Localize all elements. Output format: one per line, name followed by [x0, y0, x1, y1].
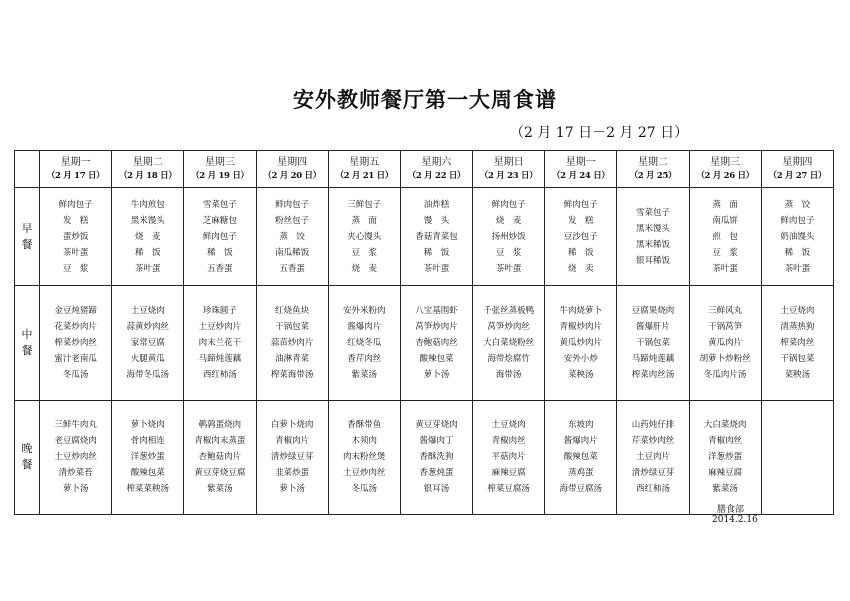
dish-item: 榨菜海带汤: [270, 369, 314, 380]
dish-item: 黄豆芽烧肉: [415, 420, 458, 431]
dish-item: 牛肉烧萝卜: [559, 305, 603, 316]
dish-item: 酸辣包菜: [563, 452, 598, 463]
dish-item: 海带豆腐汤: [559, 484, 603, 495]
page-title: 安外教师餐厅第一大周食谱: [293, 87, 557, 112]
dish-item: 豆 浆: [62, 263, 89, 274]
dish-item: 土豆炒肉丝: [343, 468, 386, 479]
meal-label-char: 中: [21, 327, 33, 341]
dish-item: 蛋炒饭: [62, 231, 89, 242]
dish-item: 发 糕: [62, 215, 89, 226]
day-name: 星期三: [204, 157, 235, 168]
menu-cell: [473, 188, 545, 286]
day-date: （2 月 17 日）: [46, 171, 105, 181]
dish-item: 紫菜汤: [712, 484, 738, 495]
dish-item: 金豆炖猪蹄: [54, 305, 97, 316]
date-range: （2 月 17 日－2 月 27 日）: [510, 125, 689, 141]
dish-item: 土豆炒肉片: [198, 321, 242, 332]
dish-item: 干锅包菜: [635, 337, 670, 348]
dish-item: 牛肉煎包: [130, 199, 165, 210]
dish-item: 肉末粉丝煲: [343, 452, 386, 463]
dish-item: 三鲜风丸: [708, 305, 743, 316]
dish-item: 东坡肉: [568, 420, 594, 431]
menu-cell: [761, 400, 833, 514]
day-date: （2 月 22 日）: [407, 171, 466, 181]
dish-item: 蒸 面: [712, 199, 738, 210]
dish-item: 烧 卖: [568, 263, 594, 274]
meal-label-char: 早: [21, 221, 33, 235]
day-date: （2 月 20 日）: [263, 171, 321, 181]
dish-item: 安外米粉肉: [343, 305, 386, 316]
day-date: （2 月 27 日）: [768, 171, 827, 181]
day-header: [112, 151, 184, 188]
dish-item: 蒸 饺: [279, 231, 305, 242]
dish-item: 海带汤: [495, 369, 522, 380]
menu-cell: [617, 286, 689, 400]
day-date: （2 月 21 日）: [335, 171, 394, 181]
dish-item: 韭菜炒蛋: [275, 468, 310, 479]
menu-cell: [256, 188, 328, 286]
dish-item: 酸辣包菜: [419, 353, 454, 364]
dish-item: 稀 饭: [207, 247, 233, 258]
meal-label-char: 餐: [21, 458, 33, 472]
day-name: 星期二: [132, 157, 163, 168]
dish-item: 清炒绿豆芽: [270, 452, 314, 463]
day-header: [328, 151, 400, 188]
dish-item: 蒸 面: [351, 215, 378, 226]
dish-item: 烧 麦: [495, 215, 522, 226]
menu-cell: [112, 188, 184, 286]
dish-item: 青椒肉丝: [708, 436, 743, 447]
dish-item: 干锅莴笋: [708, 321, 743, 332]
dish-item: 山药炖仔排: [631, 420, 675, 431]
dish-item: 茶叶蛋: [495, 263, 522, 274]
menu-cell: [184, 188, 256, 286]
dish-item: 榨菜肉丝: [780, 337, 815, 348]
meal-label-char: 餐: [21, 343, 33, 357]
day-name: 星期五: [349, 157, 380, 168]
dish-item: 芹菜炒肉丝: [631, 436, 675, 447]
day-header: [256, 151, 328, 188]
menu-cell: [184, 400, 256, 514]
meal-label-char: 晚: [21, 442, 33, 456]
menu-cell: [400, 188, 472, 286]
dish-item: 豆 浆: [351, 247, 378, 258]
dish-item: 洋葱炒蛋: [708, 452, 743, 463]
meal-label: [15, 188, 40, 286]
dish-item: 马蹄炖莲藕: [198, 353, 242, 364]
dish-item: 青椒肉丝: [491, 436, 526, 447]
dish-item: 蜜汁老南瓜: [54, 353, 97, 364]
dish-item: 稀 饭: [423, 247, 450, 258]
day-date: （2 月 24 日）: [551, 171, 610, 181]
dish-item: 香酥洗狗: [419, 452, 454, 463]
dish-item: 青椒肉片: [275, 436, 310, 447]
dish-item: 五香蛋: [207, 263, 233, 274]
dish-item: 油淋青菜: [275, 353, 310, 364]
dish-item: 黄瓜炒肉片: [559, 337, 603, 348]
day-name: 星期四: [782, 157, 813, 168]
day-name: 星期四: [277, 157, 308, 168]
meal-row-lunch: [15, 286, 834, 400]
dish-item: 洋葱炒蛋: [130, 452, 165, 463]
header-row: [15, 151, 834, 188]
dish-item: 酸辣包菜: [130, 468, 165, 479]
dish-item: 茶叶蛋: [135, 263, 161, 274]
dish-item: 酱爆肉丁: [419, 436, 454, 447]
dish-item: 冬瓜肉片汤: [703, 369, 747, 380]
dish-item: 萝卜汤: [423, 369, 450, 380]
dish-item: 香葱炖蛋: [419, 468, 454, 479]
menu-cell: [112, 286, 184, 400]
day-header: [400, 151, 472, 188]
dish-item: 青椒炒肉片: [559, 321, 603, 332]
dish-item: 酱爆肉片: [563, 436, 598, 447]
menu-cell: [689, 188, 761, 286]
dish-item: 杏鲍菇肉片: [198, 452, 242, 463]
dish-item: 西红柿汤: [202, 369, 237, 380]
menu-cell: [473, 286, 545, 400]
dish-item: 黑米稀饭: [635, 239, 670, 250]
dish-item: 南瓜稀饭: [275, 247, 310, 258]
day-name: 星期二: [637, 157, 668, 168]
dish-item: 莴笋炒肉片: [415, 321, 458, 332]
dish-item: 菜秧汤: [784, 369, 811, 380]
corner-cell: [15, 151, 40, 188]
menu-cell: [184, 286, 256, 400]
dish-item: 鲜肉包子: [58, 199, 93, 210]
dish-item: 萝卜烧肉: [130, 420, 165, 431]
day-name: 星期一: [60, 157, 91, 168]
day-date: （2 月 23 日）: [479, 171, 538, 181]
menu-cell: [545, 188, 617, 286]
day-date: （2 月 19 日）: [191, 171, 249, 181]
dish-item: 三鲜牛肉丸: [54, 420, 97, 431]
dish-item: 白萝卜烧肉: [270, 420, 314, 431]
dish-item: 三鲜包子: [347, 199, 382, 210]
dish-item: 干锅包菜: [780, 353, 815, 364]
dish-item: 黄豆芽烧豆腐: [194, 468, 246, 479]
menu-cell: [328, 400, 400, 514]
dish-item: 茶叶蛋: [712, 263, 738, 274]
dish-item: 夹心馒头: [347, 231, 382, 242]
dish-item: 土豆烧肉: [491, 420, 526, 431]
day-header: [617, 151, 689, 188]
dish-item: 榨菜炒肉丝: [54, 337, 97, 348]
dish-item: 珍珠圆子: [202, 305, 237, 316]
day-date: （2 月 25）: [629, 171, 677, 181]
dish-item: 鲜肉包子: [275, 199, 310, 210]
menu-cell: [400, 400, 472, 514]
dish-item: 香酥带鱼: [347, 420, 382, 431]
dish-item: 酱爆肝片: [635, 321, 670, 332]
dish-item: 蒸鸡蛋: [568, 468, 594, 479]
menu-cell: [328, 188, 400, 286]
dish-item: 发 糕: [568, 215, 594, 226]
dish-item: 干锅包菜: [275, 321, 310, 332]
dish-item: 稀 饭: [135, 247, 161, 258]
day-header: [40, 151, 112, 188]
dish-item: 雪菜包子: [202, 199, 237, 210]
dish-item: 清炒绿豆芽: [631, 468, 675, 479]
menu-cell: [761, 188, 833, 286]
dish-item: 芝麻糖包: [202, 215, 237, 226]
day-header: [761, 151, 833, 188]
dish-item: 火腿黄瓜: [130, 353, 165, 364]
menu-cell: [256, 286, 328, 400]
dish-item: 肉末兰花干: [198, 337, 242, 348]
dish-item: 银耳稀饭: [635, 255, 670, 266]
dish-item: 鲜肉包子: [780, 215, 815, 226]
dish-item: 稀 饭: [568, 247, 594, 258]
dish-item: 香菇青菜包: [415, 231, 458, 242]
dish-item: 鲜肉包子: [491, 199, 526, 210]
dish-item: 红烧鱼块: [275, 305, 310, 316]
dish-item: 西红柿汤: [635, 484, 670, 495]
dish-item: 茶叶蛋: [423, 263, 450, 274]
day-header: [184, 151, 256, 188]
dish-item: 黑米馒头: [130, 215, 165, 226]
dish-item: 土豆烧肉: [130, 305, 165, 316]
meal-label: [15, 286, 40, 400]
day-name: 星期六: [421, 157, 452, 168]
dish-item: 南瓜饼: [712, 215, 738, 226]
day-date: （2 月 26 日）: [696, 171, 754, 181]
dish-item: 豆 浆: [712, 247, 738, 258]
meal-label: [15, 400, 40, 514]
dish-item: 红烧冬瓜: [347, 337, 382, 348]
dish-item: 豆沙包子: [563, 231, 598, 242]
day-name: 星期日: [493, 157, 524, 168]
footer-date: 2014.2.16: [712, 515, 758, 525]
dish-item: 鲜肉包子: [202, 231, 237, 242]
menu-cell: [689, 400, 761, 514]
dish-item: 杏鲍菇肉丝: [415, 337, 458, 348]
dish-item: 酱爆肉片: [347, 321, 382, 332]
dish-item: 豆腐果烧肉: [631, 305, 675, 316]
dish-item: 烧 麦: [135, 231, 161, 242]
dish-item: 萝卜汤: [279, 484, 305, 495]
dish-item: 土豆肉片: [635, 452, 670, 463]
menu-cell: [545, 286, 617, 400]
menu-cell: [256, 400, 328, 514]
day-name: 星期三: [710, 157, 741, 168]
dish-item: 榨菜豆腐汤: [487, 484, 530, 495]
dish-item: 老豆腐烧肉: [54, 436, 97, 447]
dish-item: 紫菜汤: [351, 369, 378, 380]
dish-item: 香芹肉丝: [347, 353, 382, 364]
dish-item: 麻辣豆腐: [708, 468, 743, 479]
menu-cell: [40, 286, 112, 400]
dish-item: 油炸糕: [423, 199, 450, 210]
dish-item: 骨肉相连: [130, 436, 165, 447]
dish-item: 冬瓜汤: [62, 369, 89, 380]
dish-item: 茶叶蛋: [784, 263, 811, 274]
dish-item: 马蹄炖莲藕: [631, 353, 675, 364]
menu-table: [14, 150, 834, 515]
dish-item: 蒜黄炒肉丝: [126, 321, 170, 332]
day-header: [545, 151, 617, 188]
menu-cell: [40, 400, 112, 514]
dish-item: 烧 麦: [351, 263, 378, 274]
dish-item: 茶叶蛋: [62, 247, 89, 258]
dish-item: 豆 浆: [495, 247, 522, 258]
dish-item: 黑米馒头: [635, 223, 670, 234]
dish-item: 萝卜汤: [62, 484, 89, 495]
menu-cell: [40, 188, 112, 286]
dish-item: 大白菜烧肉: [703, 420, 747, 431]
menu-cell: [617, 188, 689, 286]
dish-item: 莴笋炒肉丝: [487, 321, 530, 332]
dish-item: 奶油馒头: [780, 231, 815, 242]
dish-item: 稀 饭: [784, 247, 811, 258]
dish-item: 冬瓜汤: [351, 484, 378, 495]
dish-item: 粉丝包子: [275, 215, 310, 226]
day-header: [689, 151, 761, 188]
dish-item: 土豆炒肉丝: [54, 452, 97, 463]
menu-cell: [400, 286, 472, 400]
dish-item: 银耳汤: [423, 484, 450, 495]
dish-item: 土豆烧肉: [780, 305, 815, 316]
dish-item: 花菜炒肉片: [54, 321, 97, 332]
dish-item: 菜秧汤: [568, 369, 594, 380]
dish-item: 榨菜菜秧汤: [126, 484, 170, 495]
dish-item: 安外小炒: [563, 353, 598, 364]
menu-cell: [112, 400, 184, 514]
dish-item: 八宝基围虾: [415, 305, 458, 316]
dish-item: 家常豆腐: [130, 337, 165, 348]
dish-item: 榨菜肉丝汤: [631, 369, 675, 380]
meal-label-char: 餐: [21, 237, 33, 251]
dish-item: 雪菜包子: [635, 207, 670, 218]
dish-item: 紫菜汤: [207, 484, 233, 495]
footer-org: 膳食部: [717, 505, 745, 515]
day-header: [473, 151, 545, 188]
dish-item: 大白菜烧粉丝: [483, 337, 535, 348]
dish-item: 海带烩腐竹: [487, 353, 530, 364]
menu-cell: [689, 286, 761, 400]
menu-cell: [617, 400, 689, 514]
dish-item: 蒸 饺: [784, 199, 811, 210]
dish-item: 馒 头: [423, 215, 450, 226]
menu-cell: [473, 400, 545, 514]
dish-item: 青椒肉末蒸蛋: [194, 436, 246, 447]
dish-item: 清蒸热狗: [780, 321, 815, 332]
dish-item: 煎 包: [712, 231, 738, 242]
dish-item: 扬州炒饭: [491, 231, 526, 242]
meal-row-dinner: [15, 400, 834, 514]
menu-cell: [761, 286, 833, 400]
dish-item: 胡萝卜炒粉丝: [699, 353, 751, 364]
dish-item: 麻辣豆腐: [491, 468, 526, 479]
dish-item: 平菇肉片: [491, 452, 526, 463]
dish-item: 黄瓜肉片: [708, 337, 743, 348]
meal-row-breakfast: [15, 188, 834, 286]
dish-item: 五香蛋: [279, 263, 305, 274]
day-date: （2 月 18 日）: [118, 171, 177, 181]
menu-cell: [545, 400, 617, 514]
dish-item: 千张丝蒸板鸭: [483, 305, 535, 316]
dish-item: 清炒菜苔: [58, 468, 93, 479]
dish-item: 海带冬瓜汤: [126, 369, 170, 380]
day-name: 星期一: [565, 157, 596, 168]
dish-item: 鲜肉包子: [563, 199, 598, 210]
dish-item: 蒜苗炒肉片: [270, 337, 314, 348]
menu-cell: [328, 286, 400, 400]
dish-item: 木须肉: [351, 436, 378, 447]
dish-item: 鹌鹑蛋烧肉: [198, 420, 242, 431]
